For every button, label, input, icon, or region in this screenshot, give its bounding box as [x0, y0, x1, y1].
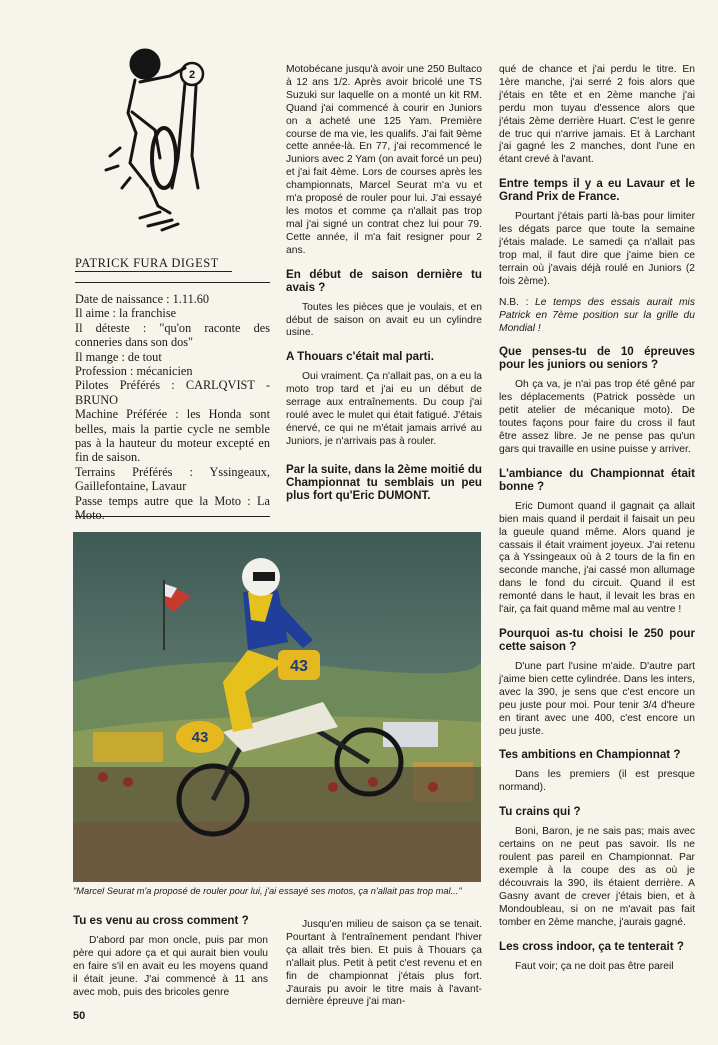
- digest-title: PATRICK FURA DIGEST: [75, 256, 219, 270]
- note-text: Le temps des essais aurait mis Patrick en 7ème position sur la grille du Mondial !: [499, 296, 695, 334]
- question-heading: Que penses-tu de 10 épreuves pour les juniors ou seniors ?: [499, 345, 695, 372]
- digest-line: Passe temps autre que la Moto : La: [75, 493, 270, 508]
- question-heading: En début de saison dernière tu avais ?: [286, 267, 482, 294]
- digest-line: Il déteste : "qu'on raconte des conneries dans son dos": [75, 320, 270, 350]
- question-heading: Tes ambitions en Championnat ?: [499, 748, 681, 762]
- digest-line: Il aime : la franchise: [75, 306, 177, 321]
- article-column-2: [286, 64, 482, 510]
- bike-number-front: 43: [290, 658, 308, 675]
- paragraph: D'abord par mon oncle, puis par mon père qui adore ça et qui aurait bien voulu en faire s'il en avait eu les moyens quand il était jeune. J'ai commencé à 11 ans avec mob, puis des bricoles genre: [73, 935, 268, 998]
- motocross-photo: [73, 532, 481, 882]
- svg-text:2: 2: [188, 69, 196, 81]
- question-heading: Par la suite, dans la 2ème moitié du Championnat tu semblais un peu plus fort qu'Eric DUMONT.: [286, 462, 482, 502]
- paragraph: Jusqu'en milieu de saison ça se tenait. Pourtant à l'entraînement pendant l'hiver ça allait très bien. Et puis à Thouars ça n'allait plus. Petit à petit c'est revenu et en fin de championnat j'étais plus fort. J'aurais pu avoir le titre mais à l'avant-dernière épreuve j'ai man-: [286, 919, 482, 1008]
- paragraph: Pourtant j'étais parti là-bas pour limiter les dégats parce que toute la semaine j'étais malade. Le samedi ça n'allait pas trop mal, il faut dire que j'aime bien ce terrain où j'avais déjà roulé en Juniors (2 fois 2ème).: [499, 211, 695, 287]
- digest-body: [75, 292, 270, 523]
- article-column-3: [499, 64, 695, 981]
- paragraph: Faut voir; ça ne doit pas être pareil: [515, 960, 674, 972]
- paragraph: D'une part l'usine m'aide. D'autre part j'aime bien cette cylindrée. Dans les inters, avec la 390, je sens que c'est encore un peu juste pour moi. Pour tenir 3/4 d'heure en tirant avec une 400, c'est encore un peu juste.: [499, 661, 695, 737]
- question-heading: Entre temps il y a eu Lavaur et le Grand Prix de France.: [499, 177, 695, 204]
- digest-line: Pilotes Préférés : CARLQVIST - BRUNO: [75, 378, 270, 407]
- digest-line: Machine Préférée : les Honda sont belles, mais la partie cycle ne semble pas à la hauteur du moteur excepté en fin de saison.: [75, 407, 270, 465]
- paragraph: Oh ça va, je n'ai pas trop été gêné par les déplacements (Patrick possède un petit atelier de mécanique moto). De toutes façons pour faire du cross il faut être assez libre. Je ne pense pas qu'un gars qui travaille en usine puisse y arriver.: [499, 379, 695, 455]
- paragraph: Eric Dumont quand il gagnait ça allait bien mais quand il perdait il faisait un peu la gueule quand même. Alors quand je cassais il était vraiment joyeux. J'ai retenu ça à Yssingeaux où à 2 tours de la fin en seconde manche, j'ai cassé mon allumage dans le fond du circuit. Quand il est remonté dans le haut, il levait les bras en l'air, ça fait quand même mal au ventre !: [499, 500, 695, 616]
- paragraph: Motobécane jusqu'à avoir une 250 Bultaco à 12 ans 1/2. Après avoir bricolé une TS Suzuki sur laquelle on a monté un kit RM. Quand j'ai commencé à courir en Juniors on a acheté une 125 Yam. Première course de ma vie, les qualifs. J'ai fait 9ème cette année-là. En 77, j'ai recommencé le Juniors avec 2 Yam (on avait forcé un peu) et j'ai fait 4ème. Lors de courses après les championnats, Marcel Seurat m'a vu et m'a proposé de rouler pour lui. J'ai essayé les motos et comme ça n'allait pas trop mal j'ai signé un contrat chez lui pour 79. Cette année, il m'a fait resigner pour 2 ans.: [286, 64, 482, 256]
- digest-rule-top: [75, 271, 232, 272]
- digest-line: Il mange : de tout: [75, 349, 162, 364]
- rider-illustration: [100, 38, 230, 243]
- paragraph: qué de chance et j'ai perdu le titre. En 1ère manche, j'ai serré 2 fois alors que j'étais en tête et en 2ème manche j'ai perdu mon tuyau d'essence alors que j'étais 2ème derrière Huart. C'est le genre de truc qui n'arrive jamais. Et à Larchant j'ai gagné les 2 manches, dont l'une en étant crevé à l'avant.: [499, 64, 695, 166]
- paragraph: Boni, Baron, je ne sais pas; mais avec certains on ne peut pas savoir. Ils ne roulent pas pareil en Championnat. Par exemple à la coupe des as où je découvrais la 390, ils étaient derrière. A Gasny avant de crever j'étais bien, et à Mondoubleau, si on ne m'avait pas fait tomber en 2ème manche, j'aurais gagné.: [499, 826, 695, 928]
- digest-rule-top-2: [75, 282, 270, 283]
- digest-line: Profession : mécanicien: [75, 364, 193, 379]
- question-heading: Tu crains qui ?: [499, 805, 581, 819]
- photo-caption: "Marcel Seurat m'a proposé de rouler pour lui, j'ai essayé ses motos, ça n'allait pas trop mal...": [73, 886, 462, 896]
- editor-note: [499, 297, 695, 336]
- page-number: 50: [73, 1010, 86, 1022]
- note-prefix: N.B. :: [499, 296, 536, 308]
- article-column-2-bottom: [286, 919, 482, 1017]
- question-heading: Les cross indoor, ça te tenterait ?: [499, 939, 684, 953]
- paragraph: Toutes les pièces que je voulais, et en début de saison on avait eu un cylindre usine.: [286, 301, 482, 339]
- question-heading: L'ambiance du Championnat était bonne ?: [499, 466, 695, 493]
- paragraph: Dans les premiers (il est presque normand).: [499, 769, 695, 794]
- paragraph: Oui vraiment. Ça n'allait pas, on a eu la moto trop tard et j'ai eu un début de serrage aux entraînements. Du coup j'ai roulé avec le mulet qui était fatigué. J'étais énervé, ce qui ne m'était jamais arrivé au Juniors, je n'arrivais pas à rouler.: [286, 371, 482, 447]
- digest-line: Terrains Préférés : Yssingeaux, Gaillefontaine, Lavaur: [75, 464, 270, 494]
- question-heading: Tu es venu au cross comment ?: [73, 914, 249, 927]
- question-heading: Pourquoi as-tu choisi le 250 pour cette saison ?: [499, 627, 695, 653]
- question-heading: A Thouars c'était mal parti.: [286, 350, 434, 364]
- bike-number-rear: 43: [191, 729, 209, 746]
- digest-rule-bottom: [75, 516, 270, 517]
- article-column-1-bottom: [73, 914, 268, 1008]
- digest-line: Date de naissance : 1.11.60: [75, 292, 210, 306]
